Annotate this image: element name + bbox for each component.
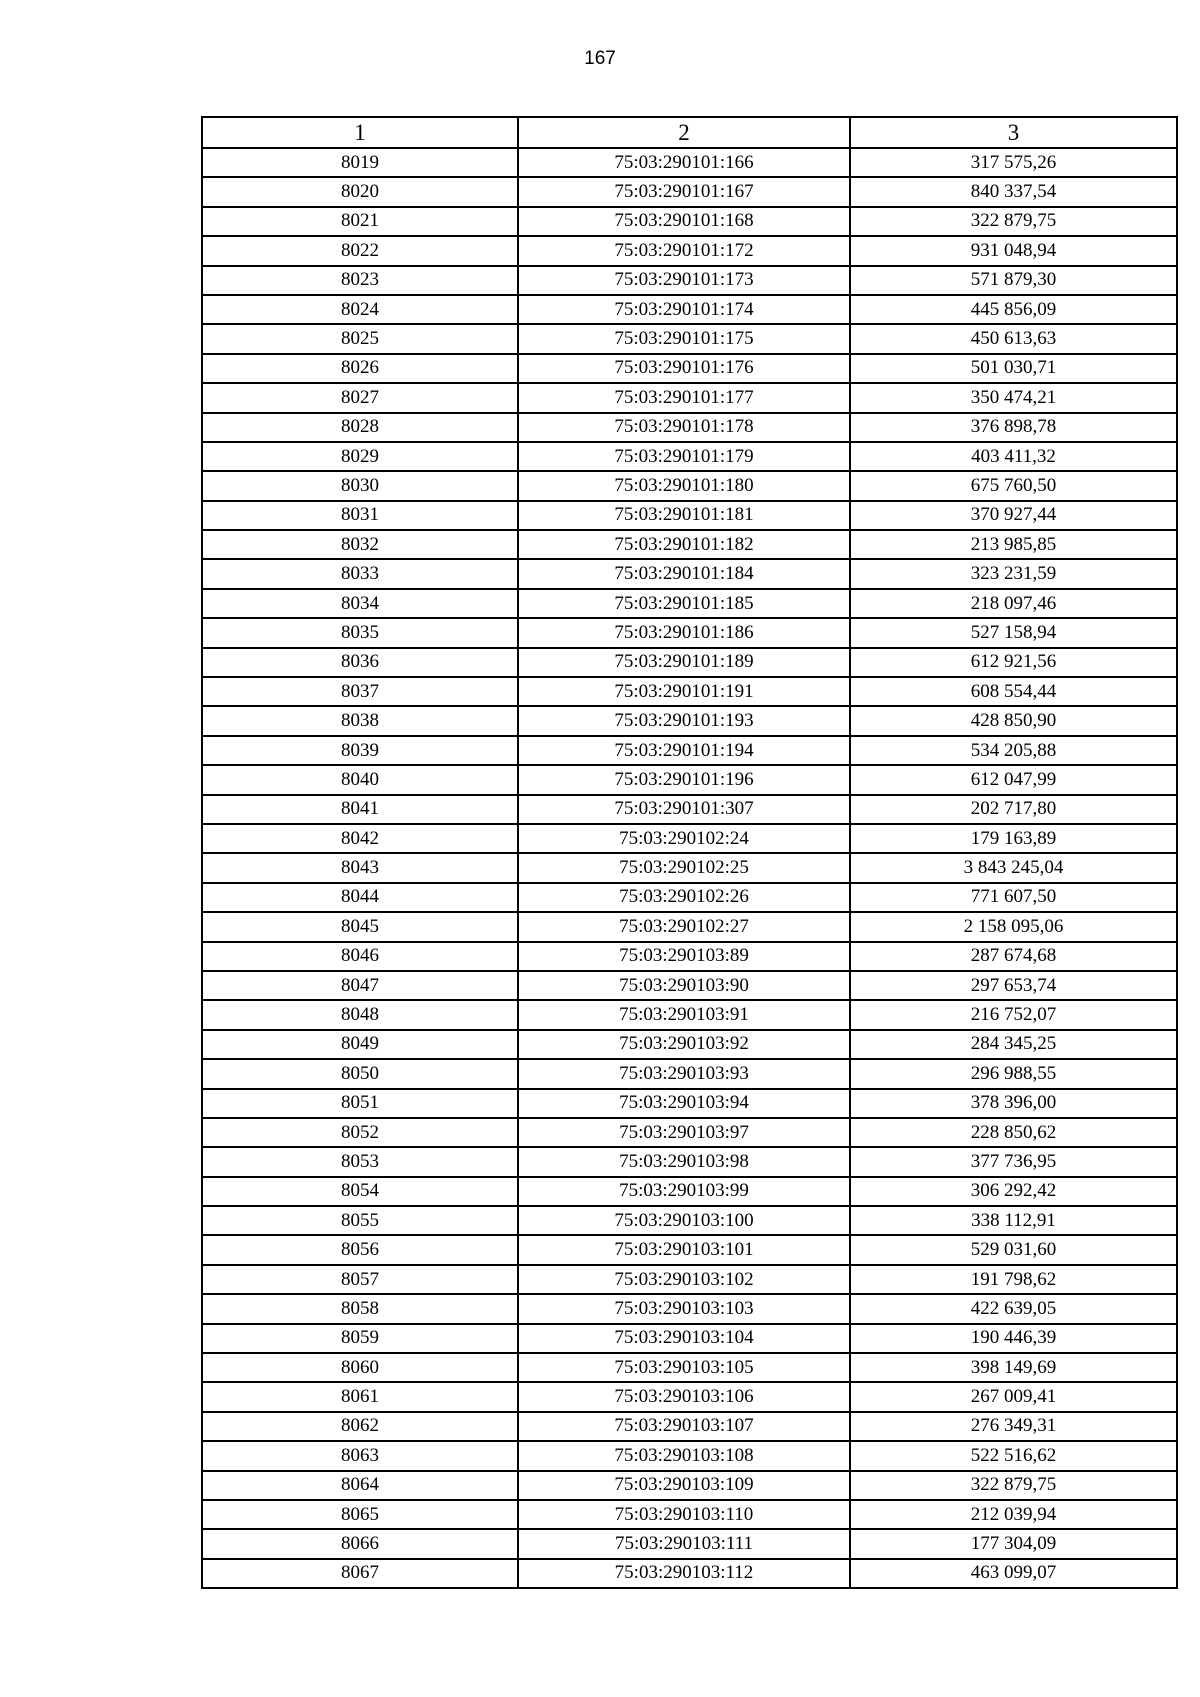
table-row <box>202 883 1177 912</box>
value-cell: 370 927,44 <box>850 501 1177 530</box>
table-row <box>202 501 1177 530</box>
cadastral-number-cell: 75:03:290101:173 <box>518 266 850 295</box>
cadastral-number-cell: 75:03:290103:101 <box>518 1235 850 1264</box>
table-row <box>202 589 1177 618</box>
table-row <box>202 442 1177 471</box>
table-row <box>202 677 1177 706</box>
value-cell: 284 345,25 <box>850 1030 1177 1059</box>
table-row <box>202 1382 1177 1411</box>
row-number-cell: 8042 <box>202 824 518 853</box>
table-row <box>202 1559 1177 1588</box>
cadastral-number-cell: 75:03:290101:166 <box>518 148 850 177</box>
value-cell: 212 039,94 <box>850 1500 1177 1529</box>
table-row <box>202 1000 1177 1029</box>
value-cell: 376 898,78 <box>850 413 1177 442</box>
cadastral-number-cell: 75:03:290103:98 <box>518 1147 850 1176</box>
row-number-cell: 8025 <box>202 324 518 353</box>
value-cell: 529 031,60 <box>850 1235 1177 1264</box>
row-number-cell: 8060 <box>202 1353 518 1382</box>
value-cell: 323 231,59 <box>850 559 1177 588</box>
cadastral-number-cell: 75:03:290102:27 <box>518 912 850 941</box>
row-number-cell: 8047 <box>202 971 518 1000</box>
row-number-cell: 8063 <box>202 1441 518 1470</box>
cadastral-number-cell: 75:03:290102:26 <box>518 883 850 912</box>
column-header-2: 2 <box>518 117 850 148</box>
row-number-cell: 8062 <box>202 1412 518 1441</box>
value-cell: 296 988,55 <box>850 1059 1177 1088</box>
table-row <box>202 736 1177 765</box>
data-table <box>201 116 1178 1589</box>
row-number-cell: 8064 <box>202 1471 518 1500</box>
table-row <box>202 1412 1177 1441</box>
value-cell: 612 047,99 <box>850 765 1177 794</box>
row-number-cell: 8049 <box>202 1030 518 1059</box>
cadastral-number-cell: 75:03:290103:111 <box>518 1529 850 1558</box>
cadastral-number-cell: 75:03:290101:307 <box>518 795 850 824</box>
cadastral-number-cell: 75:03:290101:176 <box>518 354 850 383</box>
value-cell: 287 674,68 <box>850 942 1177 971</box>
row-number-cell: 8066 <box>202 1529 518 1558</box>
table-row <box>202 383 1177 412</box>
table-row <box>202 559 1177 588</box>
row-number-cell: 8022 <box>202 236 518 265</box>
table-row <box>202 765 1177 794</box>
value-cell: 2 158 095,06 <box>850 912 1177 941</box>
cadastral-number-cell: 75:03:290101:193 <box>518 706 850 735</box>
cadastral-number-cell: 75:03:290103:93 <box>518 1059 850 1088</box>
table-row <box>202 471 1177 500</box>
table-row <box>202 1177 1177 1206</box>
cadastral-number-cell: 75:03:290102:24 <box>518 824 850 853</box>
row-number-cell: 8019 <box>202 148 518 177</box>
cadastral-number-cell: 75:03:290101:180 <box>518 471 850 500</box>
value-cell: 191 798,62 <box>850 1265 1177 1294</box>
value-cell: 338 112,91 <box>850 1206 1177 1235</box>
table-row <box>202 853 1177 882</box>
cadastral-number-cell: 75:03:290101:178 <box>518 413 850 442</box>
row-number-cell: 8043 <box>202 853 518 882</box>
row-number-cell: 8052 <box>202 1118 518 1147</box>
table-row <box>202 706 1177 735</box>
cadastral-number-cell: 75:03:290103:102 <box>518 1265 850 1294</box>
cadastral-number-cell: 75:03:290101:196 <box>518 765 850 794</box>
row-number-cell: 8031 <box>202 501 518 530</box>
value-cell: 306 292,42 <box>850 1177 1177 1206</box>
row-number-cell: 8035 <box>202 618 518 647</box>
row-number-cell: 8033 <box>202 559 518 588</box>
table-row <box>202 1206 1177 1235</box>
cadastral-number-cell: 75:03:290101:186 <box>518 618 850 647</box>
table-row <box>202 795 1177 824</box>
table-row <box>202 148 1177 177</box>
value-cell: 267 009,41 <box>850 1382 1177 1411</box>
cadastral-number-cell: 75:03:290101:172 <box>518 236 850 265</box>
row-number-cell: 8051 <box>202 1089 518 1118</box>
value-cell: 608 554,44 <box>850 677 1177 706</box>
cadastral-number-cell: 75:03:290103:91 <box>518 1000 850 1029</box>
row-number-cell: 8032 <box>202 530 518 559</box>
table-row <box>202 1529 1177 1558</box>
value-cell: 403 411,32 <box>850 442 1177 471</box>
cadastral-number-cell: 75:03:290103:106 <box>518 1382 850 1411</box>
value-cell: 445 856,09 <box>850 295 1177 324</box>
cadastral-number-cell: 75:03:290101:177 <box>518 383 850 412</box>
table-row <box>202 266 1177 295</box>
value-cell: 317 575,26 <box>850 148 1177 177</box>
row-number-cell: 8050 <box>202 1059 518 1088</box>
value-cell: 612 921,56 <box>850 648 1177 677</box>
value-cell: 840 337,54 <box>850 177 1177 206</box>
cadastral-number-cell: 75:03:290101:179 <box>518 442 850 471</box>
value-cell: 377 736,95 <box>850 1147 1177 1176</box>
cadastral-number-cell: 75:03:290103:89 <box>518 942 850 971</box>
row-number-cell: 8053 <box>202 1147 518 1176</box>
table-row <box>202 912 1177 941</box>
cadastral-number-cell: 75:03:290103:112 <box>518 1559 850 1588</box>
row-number-cell: 8034 <box>202 589 518 618</box>
value-cell: 422 639,05 <box>850 1294 1177 1323</box>
row-number-cell: 8029 <box>202 442 518 471</box>
row-number-cell: 8067 <box>202 1559 518 1588</box>
row-number-cell: 8044 <box>202 883 518 912</box>
table-row <box>202 1235 1177 1264</box>
row-number-cell: 8057 <box>202 1265 518 1294</box>
row-number-cell: 8026 <box>202 354 518 383</box>
table-row <box>202 1118 1177 1147</box>
value-cell: 3 843 245,04 <box>850 853 1177 882</box>
page-number: 167 <box>584 48 616 69</box>
row-number-cell: 8039 <box>202 736 518 765</box>
cadastral-number-cell: 75:03:290101:181 <box>518 501 850 530</box>
table-row <box>202 177 1177 206</box>
value-cell: 378 396,00 <box>850 1089 1177 1118</box>
cadastral-number-cell: 75:03:290103:97 <box>518 1118 850 1147</box>
cadastral-number-cell: 75:03:290101:185 <box>518 589 850 618</box>
table-row <box>202 1265 1177 1294</box>
cadastral-number-cell: 75:03:290103:104 <box>518 1324 850 1353</box>
table-row <box>202 207 1177 236</box>
table-row <box>202 1030 1177 1059</box>
cadastral-number-cell: 75:03:290103:92 <box>518 1030 850 1059</box>
row-number-cell: 8056 <box>202 1235 518 1264</box>
value-cell: 350 474,21 <box>850 383 1177 412</box>
table-row <box>202 971 1177 1000</box>
cadastral-number-cell: 75:03:290103:100 <box>518 1206 850 1235</box>
cadastral-number-cell: 75:03:290101:184 <box>518 559 850 588</box>
table-row <box>202 530 1177 559</box>
row-number-cell: 8065 <box>202 1500 518 1529</box>
value-cell: 463 099,07 <box>850 1559 1177 1588</box>
row-number-cell: 8054 <box>202 1177 518 1206</box>
row-number-cell: 8021 <box>202 207 518 236</box>
table-row <box>202 1353 1177 1382</box>
cadastral-number-cell: 75:03:290103:105 <box>518 1353 850 1382</box>
row-number-cell: 8059 <box>202 1324 518 1353</box>
value-cell: 322 879,75 <box>850 207 1177 236</box>
cadastral-number-cell: 75:03:290101:167 <box>518 177 850 206</box>
value-cell: 527 158,94 <box>850 618 1177 647</box>
table-row <box>202 1441 1177 1470</box>
row-number-cell: 8027 <box>202 383 518 412</box>
row-number-cell: 8023 <box>202 266 518 295</box>
value-cell: 202 717,80 <box>850 795 1177 824</box>
table-row <box>202 648 1177 677</box>
row-number-cell: 8061 <box>202 1382 518 1411</box>
cadastral-number-cell: 75:03:290103:94 <box>518 1089 850 1118</box>
value-cell: 190 446,39 <box>850 1324 1177 1353</box>
cadastral-number-cell: 75:03:290103:90 <box>518 971 850 1000</box>
row-number-cell: 8045 <box>202 912 518 941</box>
value-cell: 428 850,90 <box>850 706 1177 735</box>
value-cell: 534 205,88 <box>850 736 1177 765</box>
cadastral-number-cell: 75:03:290101:189 <box>518 648 850 677</box>
value-cell: 216 752,07 <box>850 1000 1177 1029</box>
value-cell: 276 349,31 <box>850 1412 1177 1441</box>
value-cell: 322 879,75 <box>850 1471 1177 1500</box>
table-row <box>202 1500 1177 1529</box>
table-row <box>202 1324 1177 1353</box>
table-row <box>202 324 1177 353</box>
value-cell: 398 149,69 <box>850 1353 1177 1382</box>
value-cell: 771 607,50 <box>850 883 1177 912</box>
value-cell: 522 516,62 <box>850 1441 1177 1470</box>
table-body <box>202 148 1177 1588</box>
cadastral-number-cell: 75:03:290102:25 <box>518 853 850 882</box>
value-cell: 931 048,94 <box>850 236 1177 265</box>
cadastral-number-cell: 75:03:290101:182 <box>518 530 850 559</box>
column-header-3: 3 <box>850 117 1177 148</box>
column-header-1: 1 <box>202 117 518 148</box>
row-number-cell: 8048 <box>202 1000 518 1029</box>
value-cell: 213 985,85 <box>850 530 1177 559</box>
table-row <box>202 295 1177 324</box>
row-number-cell: 8024 <box>202 295 518 324</box>
table-row <box>202 413 1177 442</box>
cadastral-number-cell: 75:03:290103:108 <box>518 1441 850 1470</box>
table-row <box>202 1089 1177 1118</box>
cadastral-number-cell: 75:03:290103:103 <box>518 1294 850 1323</box>
value-cell: 218 097,46 <box>850 589 1177 618</box>
table-row <box>202 824 1177 853</box>
row-number-cell: 8041 <box>202 795 518 824</box>
value-cell: 228 850,62 <box>850 1118 1177 1147</box>
cadastral-number-cell: 75:03:290101:191 <box>518 677 850 706</box>
value-cell: 450 613,63 <box>850 324 1177 353</box>
row-number-cell: 8038 <box>202 706 518 735</box>
cadastral-number-cell: 75:03:290101:175 <box>518 324 850 353</box>
cadastral-number-cell: 75:03:290103:110 <box>518 1500 850 1529</box>
row-number-cell: 8055 <box>202 1206 518 1235</box>
cadastral-number-cell: 75:03:290103:109 <box>518 1471 850 1500</box>
table-row <box>202 236 1177 265</box>
table-row <box>202 1471 1177 1500</box>
value-cell: 571 879,30 <box>850 266 1177 295</box>
table-row <box>202 1059 1177 1088</box>
value-cell: 179 163,89 <box>850 824 1177 853</box>
table-header-row <box>202 117 1177 148</box>
row-number-cell: 8028 <box>202 413 518 442</box>
table-row <box>202 618 1177 647</box>
value-cell: 297 653,74 <box>850 971 1177 1000</box>
cadastral-number-cell: 75:03:290103:99 <box>518 1177 850 1206</box>
row-number-cell: 8040 <box>202 765 518 794</box>
cadastral-number-cell: 75:03:290103:107 <box>518 1412 850 1441</box>
table-row <box>202 1147 1177 1176</box>
cadastral-number-cell: 75:03:290101:174 <box>518 295 850 324</box>
row-number-cell: 8037 <box>202 677 518 706</box>
table-row <box>202 354 1177 383</box>
value-cell: 501 030,71 <box>850 354 1177 383</box>
value-cell: 177 304,09 <box>850 1529 1177 1558</box>
cadastral-number-cell: 75:03:290101:168 <box>518 207 850 236</box>
cadastral-number-cell: 75:03:290101:194 <box>518 736 850 765</box>
value-cell: 675 760,50 <box>850 471 1177 500</box>
row-number-cell: 8036 <box>202 648 518 677</box>
row-number-cell: 8058 <box>202 1294 518 1323</box>
row-number-cell: 8020 <box>202 177 518 206</box>
row-number-cell: 8046 <box>202 942 518 971</box>
table-row <box>202 1294 1177 1323</box>
row-number-cell: 8030 <box>202 471 518 500</box>
table-row <box>202 942 1177 971</box>
